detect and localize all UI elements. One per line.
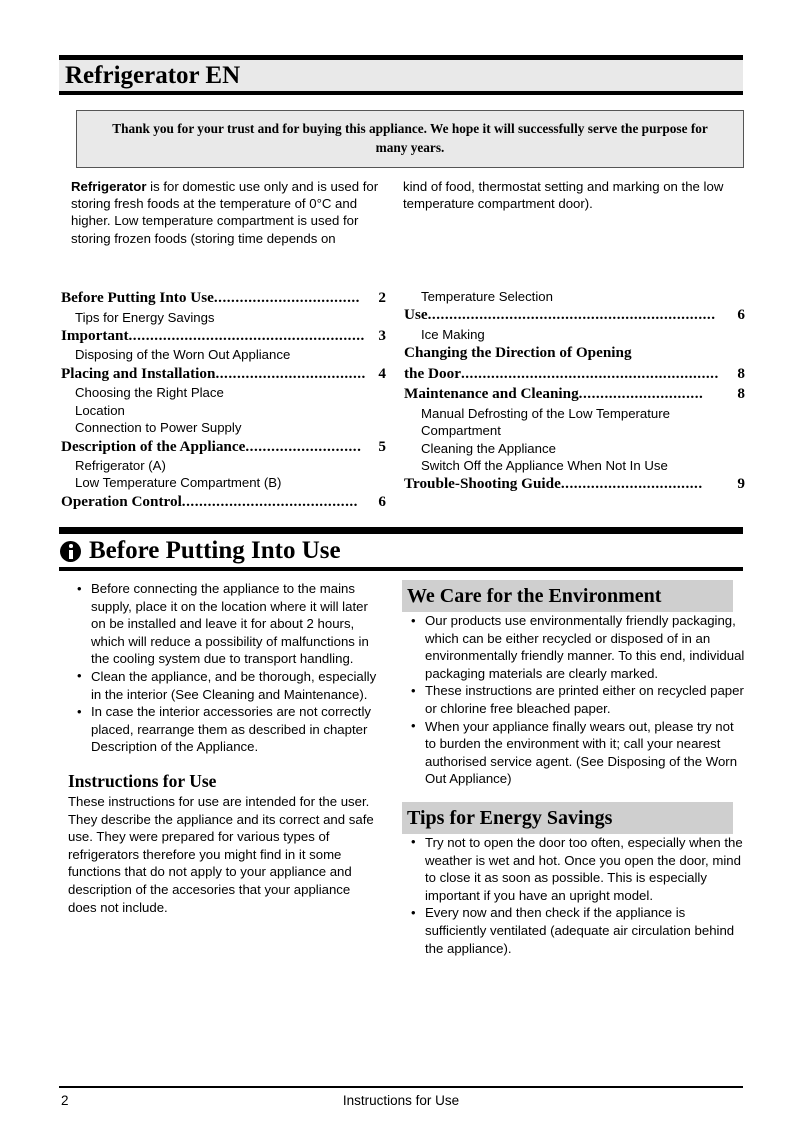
toc-leader-dots: .......................................................: [128, 326, 365, 344]
list-item: • Our products use environmentally friendly packaging, which can be either recycled or disposed of in an environmentally friendly manner. To this end, individual packaging materials are clearly marked.: [423, 612, 745, 682]
energy-savings-bullet-list: [402, 834, 745, 957]
toc-sub-entry[interactable]: Location: [75, 402, 125, 418]
intro-right-column: [402, 178, 745, 247]
toc-sub-entry[interactable]: Refrigerator (A): [75, 458, 166, 474]
toc-right-column: [402, 288, 745, 512]
toc-entry[interactable]: [61, 326, 386, 347]
footer-rule: [59, 1086, 743, 1088]
intro-right-paragraph: kind of food, thermostat setting and marking on the low temperature compartment door).: [403, 179, 724, 212]
before-use-bullet-list: [68, 580, 380, 756]
list-item: • In case the interior accessories are not correctly placed, rearrange them as described in chapter Description of the Appliance.: [89, 703, 380, 756]
toc-page-number: 6: [737, 306, 745, 324]
toc-entry-label: Maintenance and Cleaning: [404, 385, 579, 403]
toc-sub-entry[interactable]: Switch Off the Appliance When Not In Use: [421, 458, 668, 474]
toc-entry[interactable]: [61, 364, 386, 385]
toc-entry[interactable]: [404, 364, 745, 385]
list-item: • Every now and then check if the appliance is sufficiently ventilated (adequate air circulation behind the appliance).: [423, 904, 745, 957]
toc-sub-entry[interactable]: Ice Making: [421, 326, 485, 342]
intro-left-paragraph: [71, 178, 388, 247]
toc-sub-entry[interactable]: Connection to Power Supply: [75, 420, 242, 436]
section-heading: [59, 534, 743, 571]
intro-left-rest: is for domestic use only and is used for storing fresh foods at the temperature of 0°C and higher. Low temperature compartment is used for storing frozen foods (storing time depends on: [71, 179, 379, 246]
toc-entry-label: Description of the Appliance: [61, 437, 246, 455]
toc-leader-dots: .................................: [560, 475, 703, 493]
toc-page-number: 8: [737, 385, 745, 403]
environment-heading: We Care for the Environment: [402, 580, 733, 612]
energy-savings-heading: Tips for Energy Savings: [402, 802, 733, 834]
intro-left-column: [59, 178, 402, 247]
toc-sub-entry[interactable]: Temperature Selection: [421, 289, 553, 304]
toc-page-number: 9: [737, 475, 745, 493]
toc-sub-entry[interactable]: Tips for Energy Savings: [75, 309, 215, 325]
toc-leader-dots: ............................................................: [460, 364, 719, 382]
toc-entry[interactable]: [61, 492, 386, 513]
toc-sub-entry[interactable]: Choosing the Right Place: [75, 385, 224, 401]
toc-sub-entry[interactable]: Compartment: [421, 423, 501, 439]
thank-you-box: [76, 110, 744, 168]
body-left-column: [59, 580, 402, 957]
toc-entry-label: Important: [61, 326, 129, 344]
body-columns: [59, 580, 745, 957]
footer-document-name: Instructions for Use: [342, 1093, 460, 1108]
toc-entry-label: Trouble-Shooting Guide: [404, 475, 561, 493]
toc-page-number: 2: [378, 289, 386, 306]
table-of-contents: [59, 288, 745, 512]
toc-page-number: 4: [378, 364, 386, 382]
toc-sub-entry[interactable]: Disposing of the Worn Out Appliance: [75, 347, 291, 363]
toc-entry[interactable]: [61, 437, 386, 458]
instructions-for-use-paragraph: These instructions for use are intended for the user. They describe the appliance and its correct and safe use. They were prepared for various types of refrigerators therefore you might find in it some functions that do not apply to your appliance and description of the accesories that your appliance does not include.: [68, 793, 374, 915]
instructions-for-use-heading: Instructions for Use: [68, 770, 217, 791]
toc-leader-dots: ...................................................................: [427, 306, 716, 324]
toc-sub-entry[interactable]: Cleaning the Appliance: [421, 440, 556, 456]
toc-entry-label: Placing and Installation: [61, 364, 216, 382]
list-item: • When your appliance finally wears out, please try not to burden the environment with it; call your nearest authorised service agent. (See Disposing of the Worn Out Appliance): [423, 718, 745, 788]
toc-sub-entry[interactable]: Manual Defrosting of the Low Temperature: [421, 405, 670, 421]
toc-left-column: [59, 288, 402, 512]
thank-you-text: Thank you for your trust and for buying this appliance. We hope it will successfully serve the purpose for many years.: [112, 121, 708, 155]
toc-leader-dots: .........................................: [181, 492, 358, 510]
document-title-bar: [59, 55, 743, 95]
info-circle-icon: [60, 541, 81, 562]
toc-sub-entry[interactable]: Low Temperature Compartment (B): [75, 475, 282, 491]
toc-page-number: 5: [378, 437, 386, 455]
toc-entry[interactable]: [404, 474, 745, 495]
toc-leader-dots: ...................................: [215, 364, 366, 382]
toc-entry[interactable]: [61, 288, 386, 309]
toc-entry-label: Before Putting Into Use: [61, 289, 214, 306]
section-top-rule: [59, 527, 743, 534]
toc-page-number: 3: [378, 326, 386, 344]
list-item: • Before connecting the appliance to the mains supply, place it on the location where it will later on be installed and leave it for about 2 hours, which will reduce a possibility of malfunctions in the cooling system due to transport handling.: [89, 580, 380, 668]
page-title: Refrigerator EN: [65, 62, 241, 89]
toc-entry-label: Operation Control: [61, 492, 182, 510]
toc-leader-dots: ..................................: [213, 289, 360, 306]
toc-entry[interactable]: [404, 384, 745, 405]
section-heading-title: Before Putting Into Use: [89, 536, 341, 564]
footer-page-number: 2: [61, 1093, 69, 1108]
list-item: • Clean the appliance, and be thorough, especially in the interior (See Cleaning and Maintenance).: [89, 668, 380, 703]
intro-lead-word: Refrigerator: [71, 179, 147, 194]
toc-entry-label: Use: [404, 306, 428, 324]
toc-page-number: 6: [378, 492, 386, 510]
page-footer: [59, 1092, 743, 1112]
toc-entry[interactable]: [404, 343, 745, 364]
toc-entry[interactable]: [404, 305, 745, 326]
toc-page-number: 8: [737, 364, 745, 382]
toc-leader-dots: .............................: [578, 385, 704, 403]
body-right-column: [402, 580, 745, 957]
intro-section: [59, 178, 745, 247]
list-item: • Try not to open the door too often, especially when the weather is wet and hot. Once you open the door, mind to close it as soon as possible. This is especially important if you have an upright model.: [423, 834, 745, 904]
toc-entry-label: Changing the Direction of Opening: [404, 344, 632, 362]
toc-leader-dots: ...........................: [245, 437, 362, 455]
environment-bullet-list: [402, 612, 745, 788]
list-item: • These instructions are printed either on recycled paper or chlorine free bleached paper.: [423, 682, 745, 717]
toc-entry-label: the Door: [404, 364, 461, 382]
